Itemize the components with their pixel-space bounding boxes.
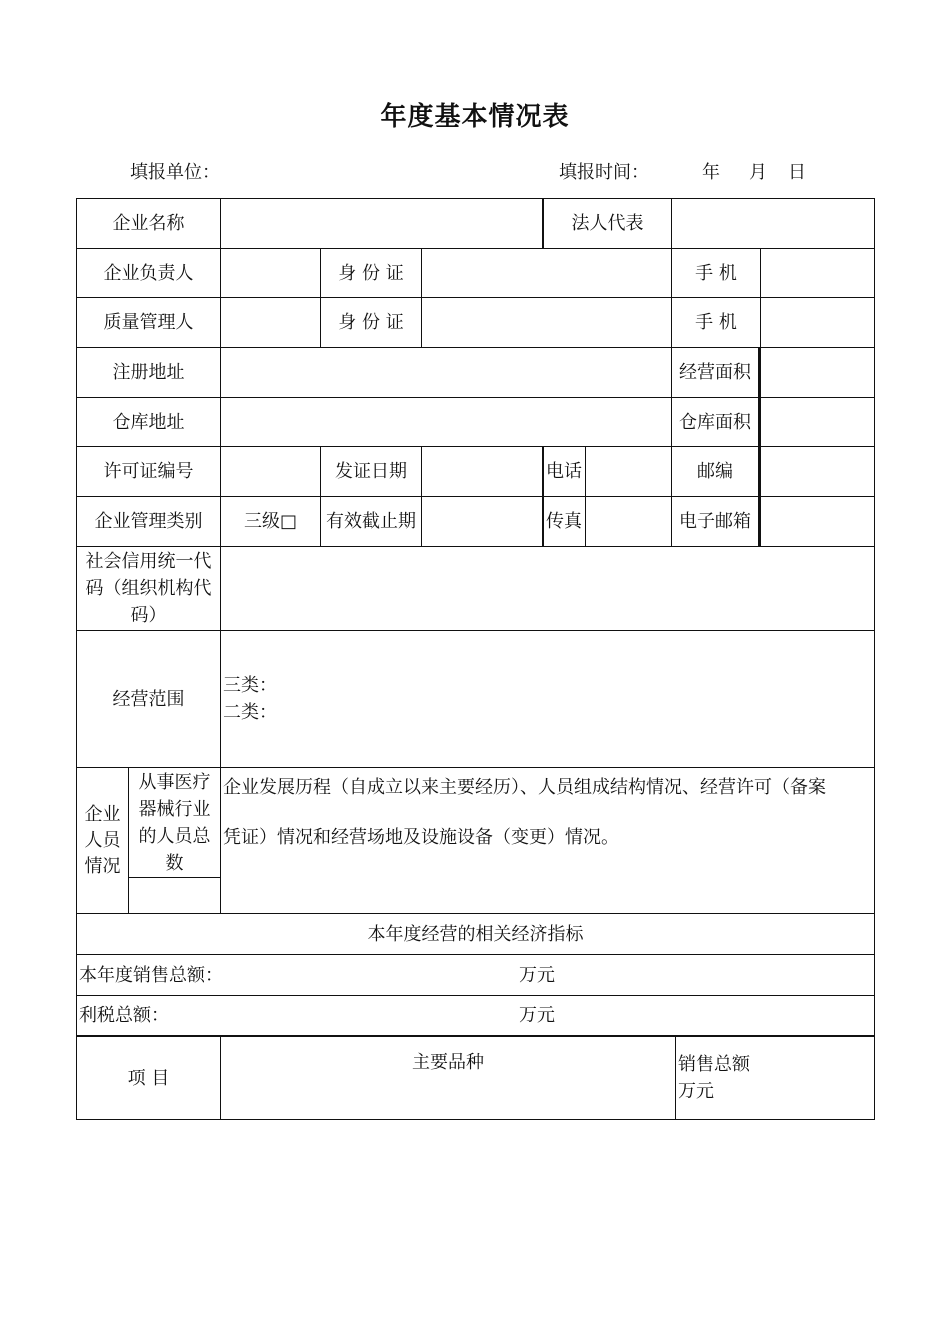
legal-rep-label: 法人代表: [542, 198, 671, 248]
unit-label: 填报单位：: [130, 162, 220, 183]
tax-total-row[interactable]: [76, 995, 874, 1036]
sales-total-short-label: 销售总额: [678, 1054, 750, 1075]
main-varieties-label: 主要品种: [220, 1036, 675, 1120]
staff-total-field[interactable]: [128, 877, 220, 913]
email-field[interactable]: [760, 496, 874, 546]
biz-area-label: 经营面积: [671, 347, 760, 397]
postcode-field[interactable]: [760, 446, 874, 496]
issue-date-field[interactable]: [421, 446, 542, 496]
tax-total-label: 利税总额：: [79, 1005, 169, 1026]
staff-info-label: 企业人员情况: [76, 767, 128, 913]
head-id-label: 身 份 证: [320, 248, 421, 297]
history-text-2: 凭证）情况和经营场地及设施设备（变更）情况。: [223, 827, 619, 848]
qm-mobile-field[interactable]: [760, 297, 874, 347]
warehouse-area-field[interactable]: [760, 397, 874, 446]
license-no-field[interactable]: [220, 446, 320, 496]
class2-label: 二类：: [223, 702, 277, 723]
company-head-field[interactable]: [220, 248, 320, 297]
license-no-label: 许可证编号: [76, 446, 220, 496]
history-text-1: 企业发展历程（自成立以来主要经历）、人员组成结构情况、经营许可（备案: [223, 777, 826, 798]
month-label: 月: [749, 162, 767, 183]
credit-code-label: 社会信用统一代码（组织机构代码）: [76, 546, 220, 630]
time-label: 填报时间：: [559, 162, 649, 183]
head-id-field[interactable]: [421, 248, 671, 297]
staff-total-label: 从事医疗器械行业的人员总数: [128, 767, 220, 877]
item-label: 项 目: [76, 1036, 220, 1120]
fax-field[interactable]: [585, 496, 671, 546]
company-head-label: 企业负责人: [76, 248, 220, 297]
qm-mobile-label: 手 机: [671, 297, 760, 347]
sales-total-col: [675, 1036, 874, 1120]
warehouse-address-label: 仓库地址: [76, 397, 220, 446]
class3-label: 三类：: [223, 675, 277, 696]
biz-scope-label: 经营范围: [76, 630, 220, 767]
valid-until-label: 有效截止期: [320, 496, 421, 546]
legal-rep-field[interactable]: [671, 198, 874, 248]
sales-total-row[interactable]: [76, 954, 874, 995]
warehouse-area-label: 仓库面积: [671, 397, 760, 446]
head-mobile-field[interactable]: [760, 248, 874, 297]
phone-field[interactable]: [585, 446, 671, 496]
page-title: 年度基本情况表: [380, 102, 570, 132]
issue-date-label: 发证日期: [320, 446, 421, 496]
biz-scope-field[interactable]: [220, 630, 874, 767]
tax-unit: 万元: [519, 1005, 555, 1026]
day-label: 日: [788, 162, 806, 183]
phone-label: 电话: [542, 446, 585, 496]
credit-code-field[interactable]: [220, 546, 874, 630]
qm-id-field[interactable]: [421, 297, 671, 347]
reg-address-label: 注册地址: [76, 347, 220, 397]
fax-label: 传真: [542, 496, 585, 546]
company-name-label: 企业名称: [76, 198, 220, 248]
sales-unit-label: 万元: [678, 1081, 714, 1102]
qm-id-label: 身 份 证: [320, 297, 421, 347]
level3-checkbox[interactable]: 三级□: [220, 496, 320, 546]
email-label: 电子邮箱: [671, 496, 760, 546]
reg-address-field[interactable]: [220, 347, 671, 397]
history-field[interactable]: [220, 767, 874, 913]
biz-area-field[interactable]: [760, 347, 874, 397]
econ-title: 本年度经营的相关经济指标: [76, 913, 874, 954]
head-mobile-label: 手 机: [671, 248, 760, 297]
warehouse-address-field[interactable]: [220, 397, 671, 446]
form-grid: [76, 198, 875, 1036]
year-label: 年: [702, 162, 720, 183]
quality-manager-field[interactable]: [220, 297, 320, 347]
sales-total-label: 本年度销售总额：: [79, 964, 223, 986]
varieties-table: [76, 1036, 875, 1120]
quality-manager-label: 质量管理人: [76, 297, 220, 347]
mgmt-category-label: 企业管理类别: [76, 496, 220, 546]
form-sheet: [76, 198, 874, 1120]
sales-unit: 万元: [519, 964, 555, 986]
postcode-label: 邮编: [671, 446, 760, 496]
company-name-field[interactable]: [220, 198, 542, 248]
valid-until-field[interactable]: [421, 496, 542, 546]
